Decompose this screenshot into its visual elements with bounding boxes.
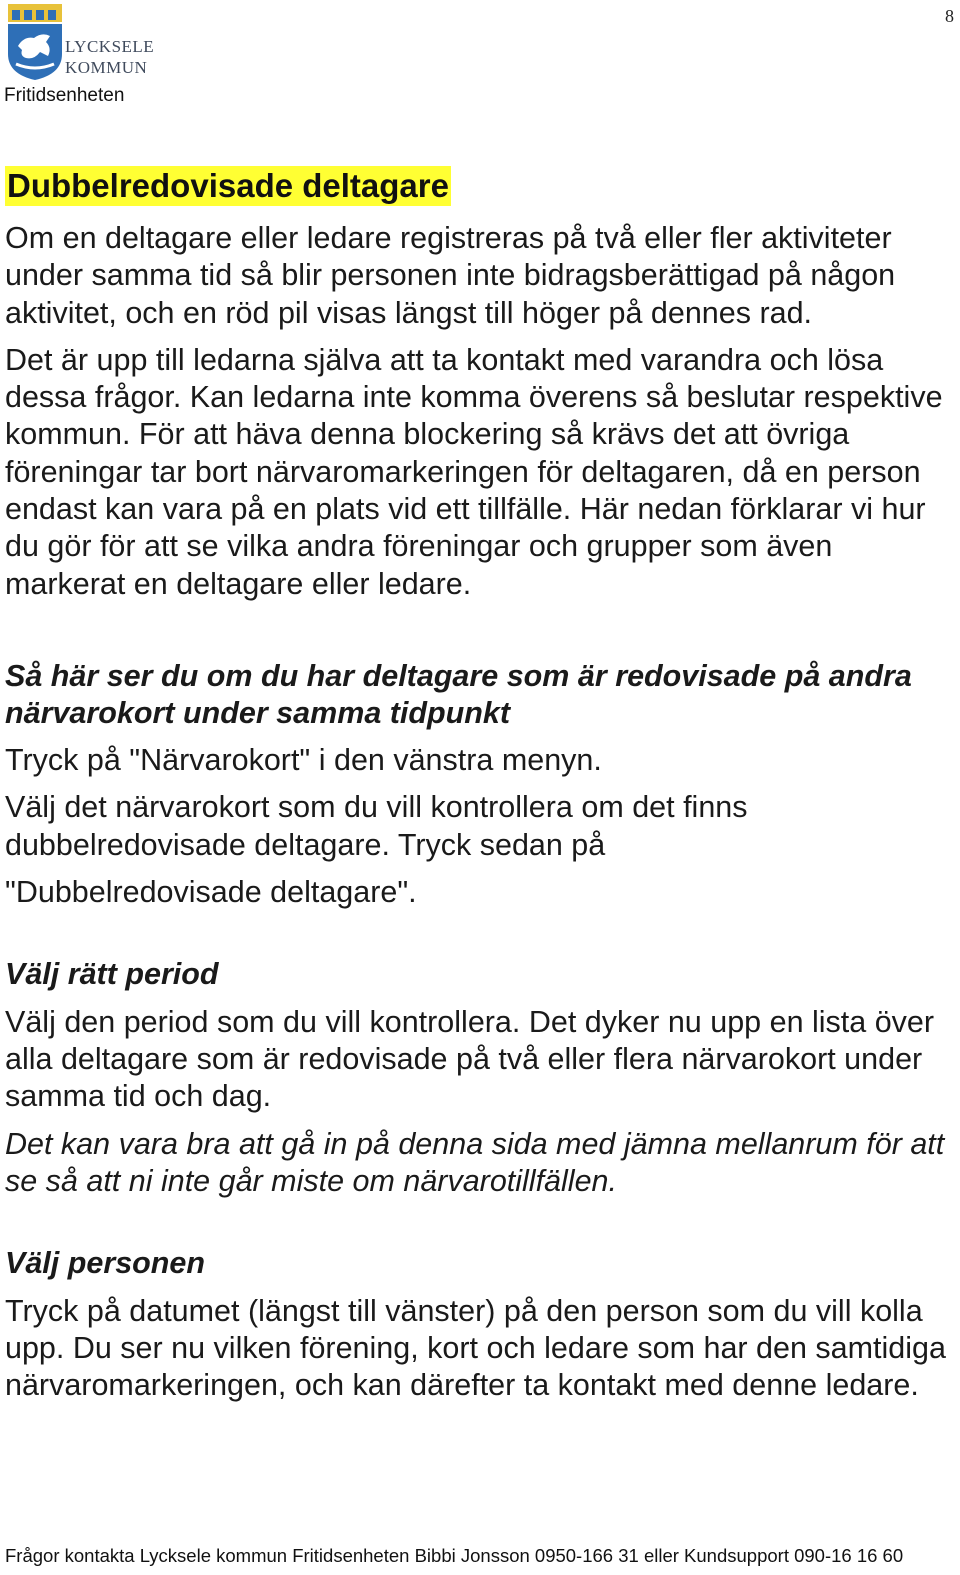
department-name: Fritidsenheten [4, 85, 125, 106]
step-open-attendance-card: Tryck på "Närvarokort" i den vänstra menyn. [5, 742, 602, 777]
period-tip: Det kan vara bra att gå in på denna sida med jämna mellanrum för att se så att ni inte går miste om närvarotillfällen. [5, 1126, 945, 1198]
page-title: Dubbelredovisade deltagare [7, 167, 449, 204]
municipal-crest-icon [6, 2, 64, 82]
leaders-paragraph: Det är upp till ledarna själva att ta kontakt med varandra och lösa dessa frågor. Kan ledarna inte komma överens så beslutar respektive kommun. För att häva denna blockering så krävs det att övriga föreningar tar bort närvaromarkeringen för deltagaren, då en person endast kan vara på en plats vid ett tillfälle. Här nedan förklarar vi hur du gör för att se vilka andra föreningar och grupper som även markerat en deltagare eller ledare. [5, 342, 943, 601]
intro-paragraph: Om en deltagare eller ledare registreras på två eller fler aktiviteter under samma tid så blir personen inte bidragsberättigad på någon aktivitet, och en röd pil visas längst till höger på dennes rad. [5, 221, 896, 330]
section-heading-check: Så här ser du om du har deltagare som är redovisade på andra närvarokort under samma tidpunkt [5, 658, 912, 731]
section-heading-person: Välj personen [5, 1246, 206, 1281]
step-select-card: Välj det närvarokort som du vill kontrollera om det finns dubbelredovisade deltagare. Tryck sedan på [5, 790, 748, 862]
document-body [5, 166, 955, 1405]
footer-contact: Frågor kontakta Lycksele kommun Fritidsenheten Bibbi Jonsson 0950-166 31 eller Kundsupport 090-16 16 60 [5, 1545, 904, 1566]
step-double-reported-label: "Dubbelredovisade deltagare". [5, 874, 417, 909]
logo-line-2: KOMMUN [65, 58, 148, 77]
page-number: 8 [945, 6, 954, 26]
section-heading-period: Välj rätt period [5, 957, 219, 992]
person-paragraph: Tryck på datumet (längst till vänster) på den person som du vill kolla upp. Du ser nu vilken förening, kort och ledare som har den samtidiga närvaromarkeringen, och kan därefter ta kontakt med denne ledare. [5, 1293, 946, 1403]
municipality-logo [4, 2, 154, 106]
logo-line-1: LYCKSELE [65, 37, 155, 56]
period-paragraph: Välj den period som du vill kontrollera. Det dyker nu upp en lista över alla deltagare som är redovisade på två eller flera närvarokort under samma tid och dag. [5, 1004, 935, 1114]
